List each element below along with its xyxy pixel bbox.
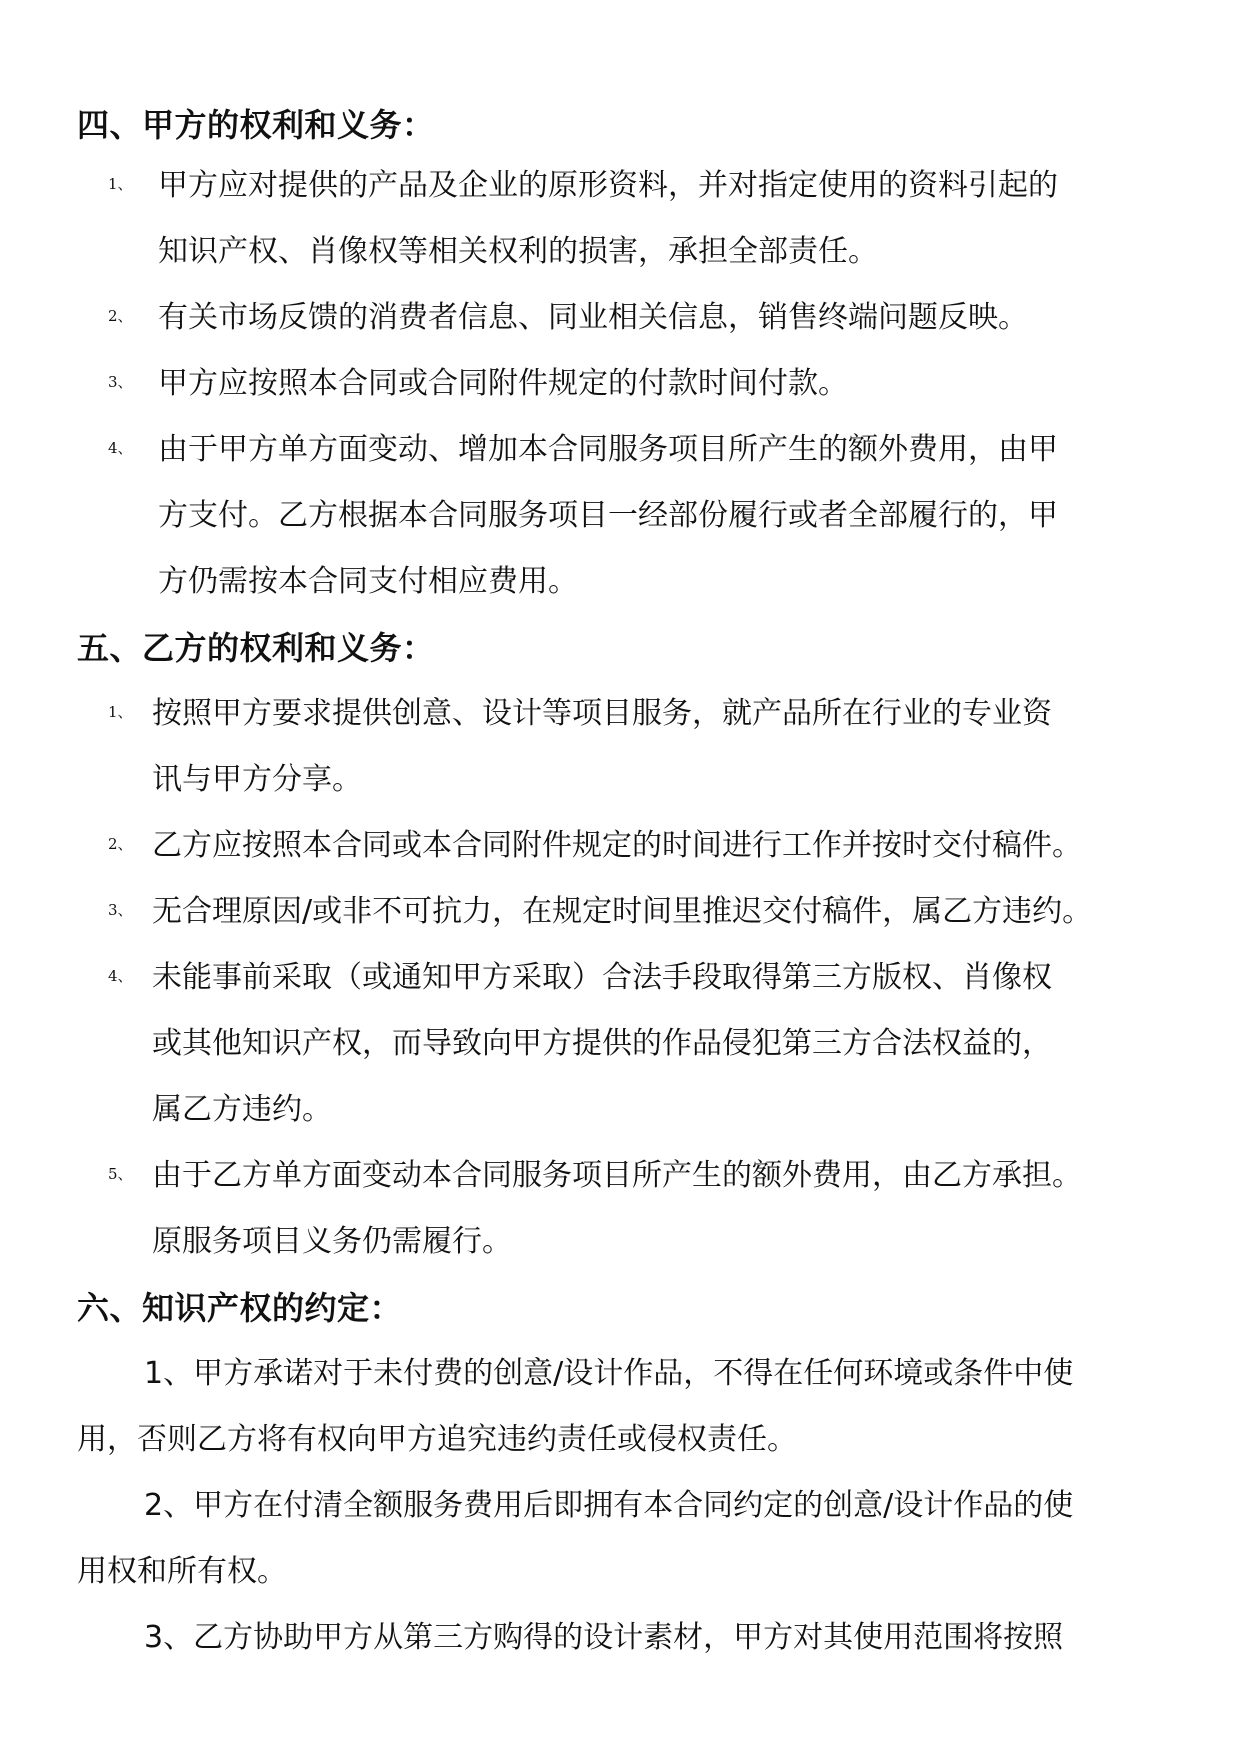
item-line: 由于乙方单方面变动本合同服务项目所产生的额外费用，由乙方承担。 bbox=[152, 1158, 1082, 1193]
section5-heading: 五、乙方的权利和义务： bbox=[77, 629, 435, 667]
section4-heading: 四、甲方的权利和义务： bbox=[77, 106, 435, 144]
paragraph-line: 2、甲方在付清全额服务费用后即拥有本合同约定的创意/设计作品的使 bbox=[144, 1488, 1074, 1523]
item-line: 有关市场反馈的消费者信息、同业相关信息，销售终端问题反映。 bbox=[158, 300, 1028, 335]
item-line: 乙方应按照本合同或本合同附件规定的时间进行工作并按时交付稿件。 bbox=[152, 828, 1082, 863]
item-line: 甲方应按照本合同或合同附件规定的付款时间付款。 bbox=[158, 366, 848, 401]
item-line: 方仍需按本合同支付相应费用。 bbox=[158, 564, 578, 599]
item-number: 5、 bbox=[108, 1165, 133, 1183]
item-line: 讯与甲方分享。 bbox=[152, 762, 362, 797]
item-line: 方支付。乙方根据本合同服务项目一经部份履行或者全部履行的，甲 bbox=[158, 498, 1058, 533]
item-line: 原服务项目义务仍需履行。 bbox=[152, 1224, 512, 1259]
item-line: 无合理原因/或非不可抗力，在规定时间里推迟交付稿件，属乙方违约。 bbox=[152, 894, 1093, 929]
item-line: 未能事前采取（或通知甲方采取）合法手段取得第三方版权、肖像权 bbox=[152, 960, 1052, 995]
paragraph-line: 1、甲方承诺对于未付费的创意/设计作品，不得在任何环境或条件中使 bbox=[144, 1356, 1074, 1391]
item-number: 2、 bbox=[108, 835, 133, 853]
item-number: 1、 bbox=[108, 703, 133, 721]
item-number: 4、 bbox=[108, 439, 133, 457]
item-line: 由于甲方单方面变动、增加本合同服务项目所产生的额外费用，由甲 bbox=[158, 432, 1058, 467]
item-number: 3、 bbox=[108, 901, 133, 919]
paragraph-line: 用，否则乙方将有权向甲方追究违约责任或侵权责任。 bbox=[77, 1422, 797, 1457]
section6-heading: 六、知识产权的约定： bbox=[77, 1289, 403, 1327]
item-line: 甲方应对提供的产品及企业的原形资料，并对指定使用的资料引起的 bbox=[158, 168, 1058, 203]
item-number: 3、 bbox=[108, 373, 133, 391]
item-number: 2、 bbox=[108, 307, 133, 325]
item-line: 属乙方违约。 bbox=[152, 1092, 332, 1127]
item-number: 1、 bbox=[108, 175, 133, 193]
item-line: 按照甲方要求提供创意、设计等项目服务，就产品所在行业的专业资 bbox=[152, 696, 1052, 731]
item-line: 知识产权、肖像权等相关权利的损害，承担全部责任。 bbox=[158, 234, 878, 269]
paragraph-line: 3、乙方协助甲方从第三方购得的设计素材，甲方对其使用范围将按照 bbox=[144, 1620, 1064, 1655]
paragraph-line: 用权和所有权。 bbox=[77, 1554, 287, 1589]
item-line: 或其他知识产权，而导致向甲方提供的作品侵犯第三方合法权益的， bbox=[152, 1026, 1052, 1061]
item-number: 4、 bbox=[108, 967, 133, 985]
